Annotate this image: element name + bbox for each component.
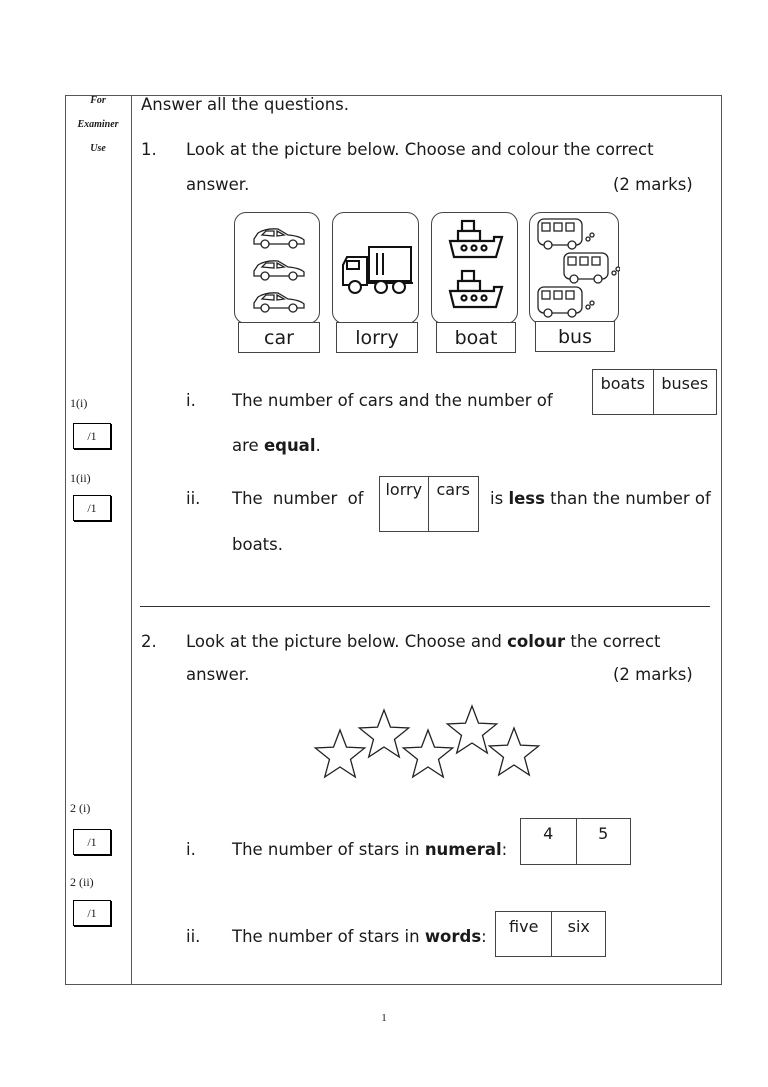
star-icon	[403, 730, 452, 777]
q1-ii-text: The number of	[232, 489, 364, 508]
q1-i-choice-box	[592, 369, 717, 415]
q2-ii-text-prefix: The number of stars in	[232, 927, 425, 946]
q1-marks: (2 marks)	[613, 175, 693, 194]
q1-i-numeral: i.	[186, 391, 196, 410]
q1-i-after-suffix: .	[315, 436, 321, 455]
label-boat: boat	[436, 322, 516, 353]
q1-i-text: The number of cars and the number of	[232, 391, 553, 410]
examiner-header-examiner: Examiner	[77, 119, 119, 130]
q1-ii-mid-prefix: is	[490, 489, 509, 508]
page-number: 1	[381, 1012, 387, 1024]
q2-i-text	[232, 840, 507, 859]
q1-text-line2: answer.	[186, 175, 250, 194]
car-icon	[235, 213, 321, 325]
q1-i-after-prefix: are	[232, 436, 264, 455]
mark-label-1ii: 1(ii)	[70, 471, 91, 485]
lorry-picture	[332, 212, 419, 324]
q2-i-choice-box	[520, 818, 631, 865]
stars-picture	[300, 700, 560, 790]
mark-label-2i: 2 (i)	[70, 801, 91, 815]
q2-i-numeral: i.	[186, 840, 196, 859]
choice-cars[interactable]: cars	[436, 480, 471, 499]
q2-text-line1	[186, 632, 660, 651]
examiner-header-use: Use	[90, 143, 106, 154]
q2-ii-text-bold: words	[424, 927, 482, 946]
q1-ii-text-after: boats.	[232, 535, 283, 554]
q1-ii-mid-suffix: than the number of	[544, 489, 711, 508]
q2-text-bold: colour	[507, 632, 566, 651]
q1-ii-mid-bold: less	[508, 489, 545, 508]
buses-picture	[529, 212, 619, 324]
boat-icon	[432, 213, 519, 325]
mark-label-1i: 1(i)	[70, 396, 88, 410]
q2-ii-text	[232, 927, 487, 946]
label-lorry: lorry	[336, 322, 418, 353]
examiner-header-for: For	[90, 95, 106, 106]
choice-5[interactable]: 5	[598, 824, 609, 843]
star-icon	[359, 710, 408, 757]
q1-ii-numeral: ii.	[186, 489, 201, 508]
q2-ii-choice-box	[495, 911, 606, 957]
choice-lorry[interactable]: lorry	[380, 477, 429, 531]
q2-i-text-suffix: :	[501, 840, 508, 859]
star-icon	[489, 728, 538, 775]
q1-i-after-bold: equal	[263, 436, 316, 455]
mark-box-2i[interactable]: /1	[73, 829, 111, 855]
choice-4[interactable]: 4	[521, 819, 577, 864]
q1-number: 1.	[141, 140, 157, 159]
mark-label-2ii: 2 (ii)	[70, 875, 94, 889]
mark-box-1ii[interactable]: /1	[73, 495, 111, 521]
q2-ii-numeral: ii.	[186, 927, 201, 946]
q2-i-text-prefix: The number of stars in	[232, 840, 425, 859]
instruction: Answer all the questions.	[141, 95, 349, 114]
choice-five[interactable]: five	[496, 912, 552, 956]
q2-number: 2.	[141, 632, 157, 651]
q1-text-line1: Look at the picture below. Choose and colour the correct	[186, 140, 654, 159]
lorry-icon	[333, 213, 420, 325]
star-icon	[315, 730, 364, 777]
q2-marks: (2 marks)	[613, 665, 693, 684]
q1-ii-choice-box	[379, 476, 479, 532]
bus-icon	[530, 213, 620, 325]
cars-picture	[234, 212, 320, 324]
choice-boats[interactable]: boats	[593, 370, 654, 414]
mark-box-2ii[interactable]: /1	[73, 900, 111, 926]
choice-six[interactable]: six	[567, 917, 590, 936]
mark-box-1i[interactable]: /1	[73, 423, 111, 449]
q2-text-suffix: the correct	[565, 632, 661, 651]
choice-buses[interactable]: buses	[661, 374, 709, 393]
q1-ii-text-mid	[490, 489, 711, 508]
q2-text-prefix: Look at the picture below. Choose and	[186, 632, 508, 651]
q2-i-text-bold: numeral	[424, 840, 502, 859]
label-bus: bus	[535, 321, 615, 352]
q2-text-line2: answer.	[186, 665, 250, 684]
q2-ii-text-suffix: :	[481, 927, 487, 946]
boats-picture	[431, 212, 518, 324]
q1-i-text-after	[232, 436, 321, 455]
label-car: car	[238, 322, 320, 353]
question-separator	[140, 606, 710, 607]
examiner-column-divider	[131, 95, 132, 985]
